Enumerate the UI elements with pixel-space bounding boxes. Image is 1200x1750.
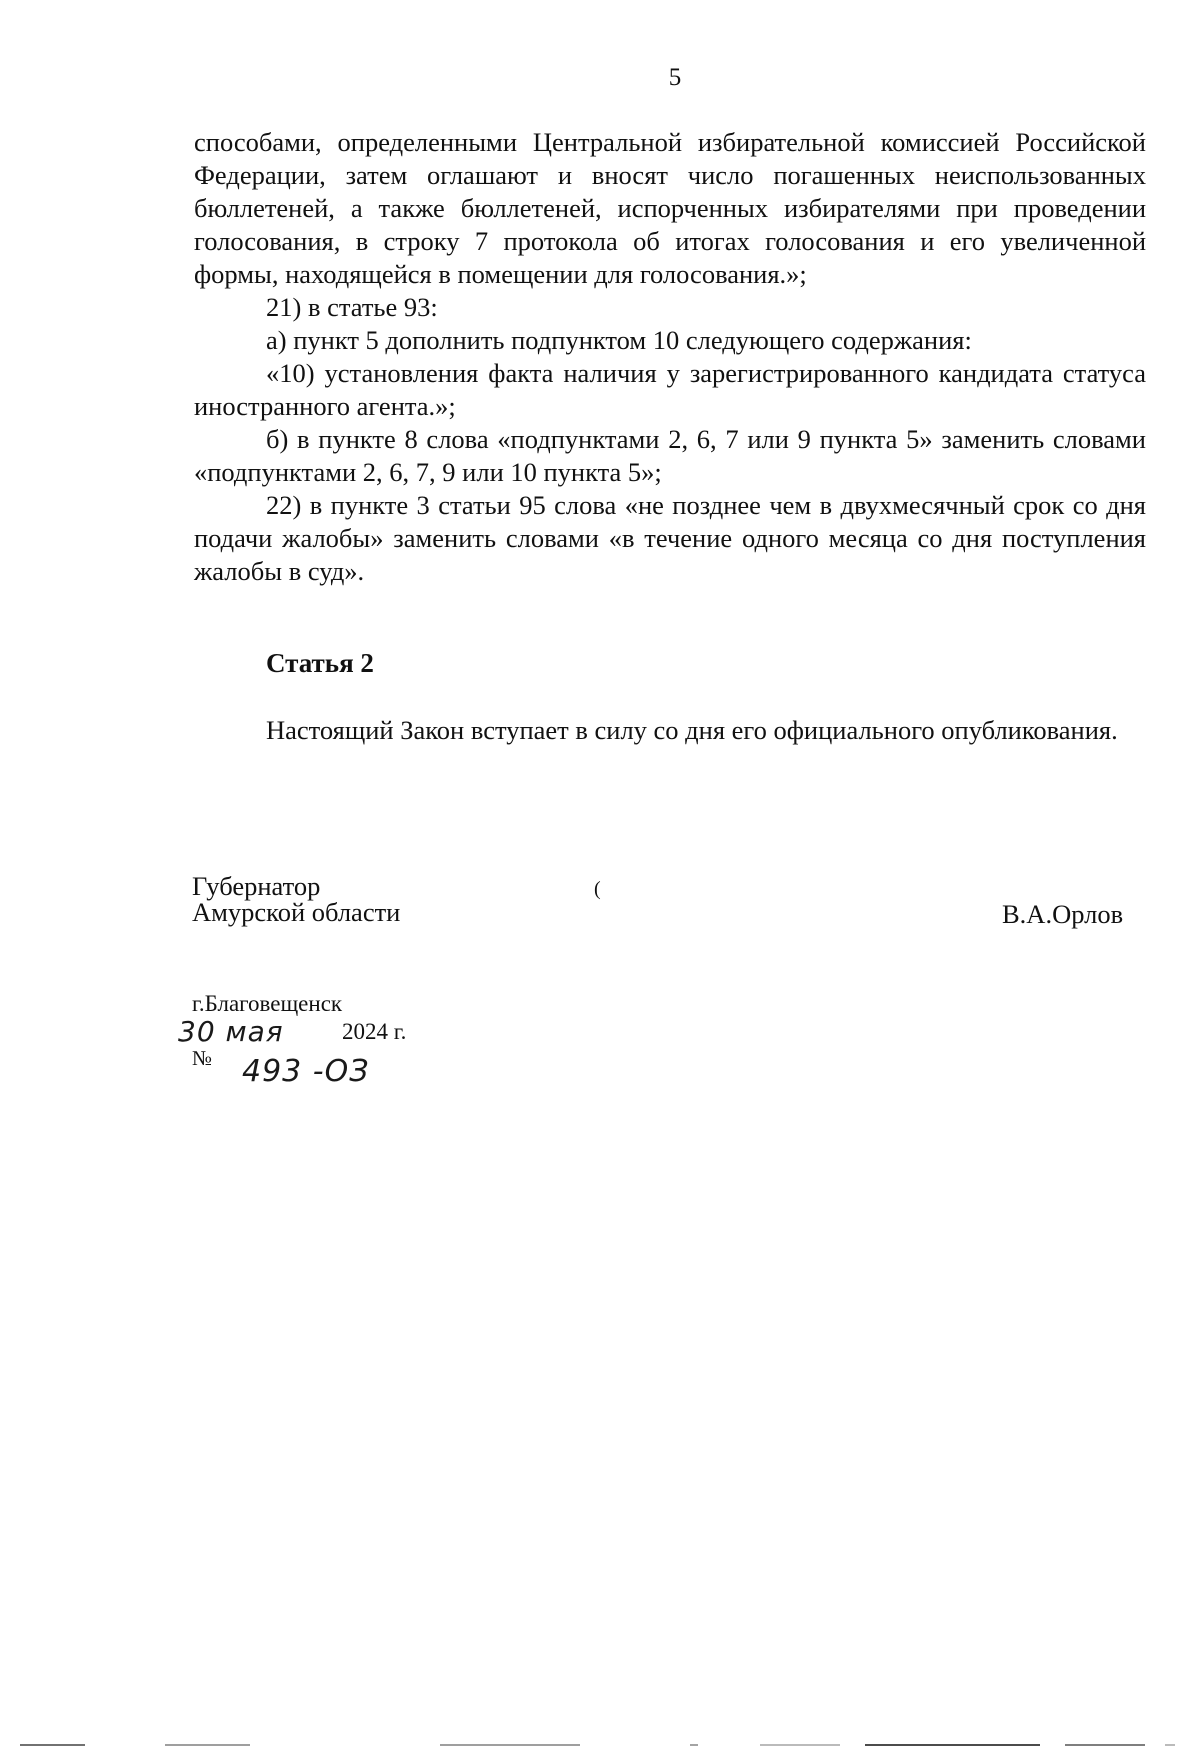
paragraph-quoted-10: «10) установления факта наличия у зарегистрированного кандидата статуса иностранного агента.»; [194,358,1146,421]
handwritten-number: 493 -ОЗ [242,1054,370,1089]
signer-title [192,873,400,925]
place-of-signing: г.Благовещенск [192,991,343,1016]
scan-artifact-lines [0,1740,1200,1750]
paragraph-item-21: 21) в статье 93: [266,292,438,322]
signer-title-line2: Амурской области [192,897,401,927]
handwritten-date: 30 мая [178,1015,284,1048]
page-number: 5 [668,64,682,91]
document-body [194,126,1146,588]
paragraph-subitem-b: б) в пункте 8 слова «подпунктами 2, 6, 7 или 9 пункта 5» заменить словами «подпунктами 2, 6, 7, 9 или 10 пункта 5»; [194,424,1146,487]
paragraph-item-22: 22) в пункте 3 статьи 95 слова «не позднее чем в двухмесячный срок со дня подачи жалобы» заменить словами «в течение одного месяца со дня поступления жалобы в суд». [194,490,1146,586]
paragraph-subitem-a: а) пункт 5 дополнить подпунктом 10 следующего содержания: [266,325,972,355]
paragraph-continuation: способами, определенными Центральной избирательной комиссией Российской Федерации, затем оглашают и вносят число погашенных неиспользованных бюллетеней, а также бюллетеней, испорченных избирателями при проведении голосования, в строку 7 протокола об итогах голосования и его увеличенной формы, находящейся в помещении для голосования.»; [194,127,1146,289]
signature-mark: ( [594,878,601,900]
article-heading: Статья 2 [266,648,374,678]
signer-title-line1: Губернатор [192,871,321,901]
article-text: Настоящий Закон вступает в силу со дня его официального опубликования. [266,715,1118,745]
date-year: 2024 г. [342,1019,407,1044]
signer-name: В.А.Орлов [1002,899,1124,929]
number-label: № [192,1046,213,1070]
